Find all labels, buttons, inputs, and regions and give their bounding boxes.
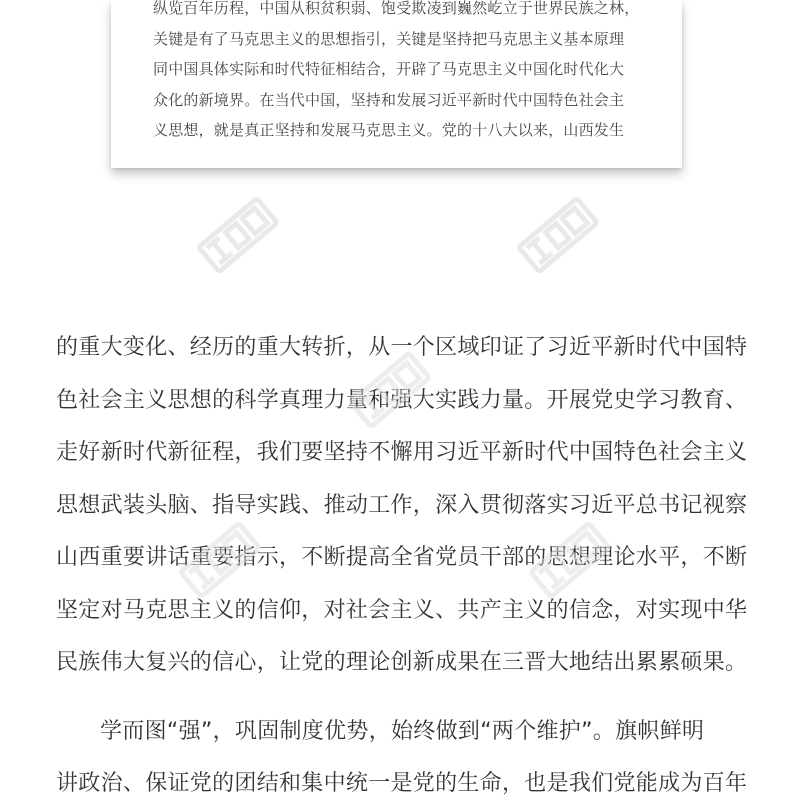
body-line: 讲政治、保证党的团结和集中统一是党的生命，也是我们党能成为百年 [56,771,748,796]
body-line: 走好新时代新征程，我们要坚持不懈用习近平新时代中国特色社会主义 [56,440,748,465]
paper-card [111,0,682,168]
watermark-logo [498,175,618,295]
card-line: 纵览百年历程，中国从积贫积弱、饱受欺凌到巍然屹立于世界民族之林， [153,0,640,17]
watermark-logo [178,175,298,295]
card-line: 同中国具体实际和时代特征相结合，开辟了马克思主义中国化时代化大 [153,60,625,78]
body-line: 坚定对马克思主义的信仰，对社会主义、共产主义的信念，对实现中华 [56,597,748,623]
card-text-block [153,0,673,146]
body-line: 民族伟大复兴的信心，让党的理论创新成果在三晋大地结出累累硕果。 [56,650,748,675]
card-line: 众化的新境界。在当代中国，坚持和发展习近平新时代中国特色社会主 [153,90,625,109]
body-line: 思想武装头脑、指导实践、推动工作，深入贯彻落实习近平总书记视察 [56,492,748,518]
paragraph-gap [56,694,756,710]
body-line: 学而图“强”，巩固制度优势，始终做到“两个维护”。旗帜鲜明 [100,718,705,744]
body-line: 色社会主义思想的科学真理力量和强大实践力量。开展党史学习教育、 [56,387,748,413]
body-text [56,326,756,800]
card-line: 关键是有了马克思主义的思想指引，关键是坚持把马克思主义基本原理 [153,29,625,48]
card-line: 义思想，就是真正坚持和发展马克思主义。党的十八大以来，山西发生 [153,121,625,139]
body-line: 山西重要讲话重要指示，不断提高全省党员干部的思想理论水平，不断 [56,545,748,570]
body-line: 的重大变化、经历的重大转折，从一个区域印证了习近平新时代中国特 [56,335,748,360]
